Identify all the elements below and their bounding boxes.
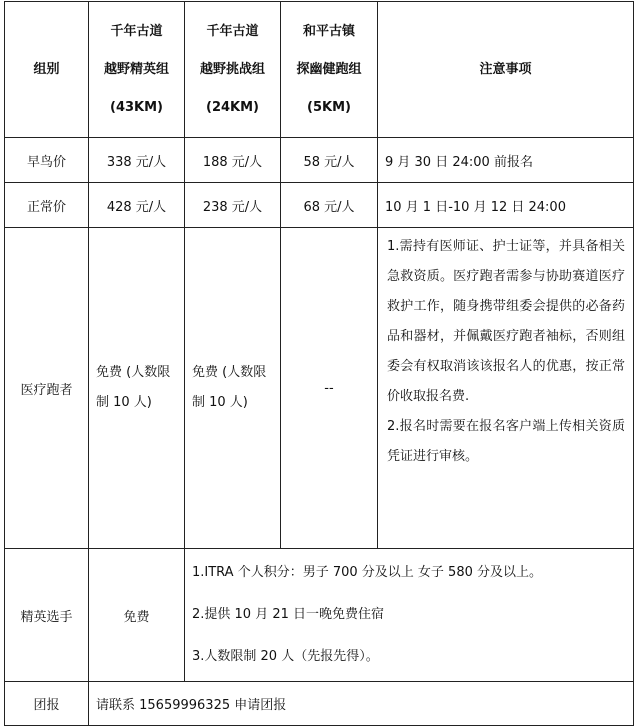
medical-note-2: 2.报名时需要在报名客户端上传相关资质凭证进行审核。 (387, 419, 625, 464)
group-registration-label: 团报 (5, 682, 89, 726)
medical-runner-notes (378, 228, 634, 549)
early-bird-price-43km: 338 元/人 (89, 138, 185, 183)
header-explore-5km: 和平古镇 探幽健跑组 (5KM) (281, 2, 378, 138)
medical-runner-row (5, 228, 634, 549)
early-bird-price-5km: 58 元/人 (281, 138, 378, 183)
medical-note-1: 1.需持有医师证、护士证等，并具备相关急救资质。医疗跑者需参与协助赛道医疗救护工作，随身携带组委会提供的必备药品和器材，并佩戴医疗跑者袖标，否则组委会有权取消该该报名人的优惠，按正常价收取报名费. (387, 239, 625, 404)
elite-runner-fee: 免费 (89, 549, 185, 682)
medical-runner-43km: 免费 (人数限 制 10 人) (89, 228, 185, 549)
regular-price-5km: 68 元/人 (281, 183, 378, 228)
regular-price-label: 正常价 (5, 183, 89, 228)
medical-runner-5km: -- (281, 228, 378, 549)
medical-runner-24km: 免费 (人数限 制 10 人) (185, 228, 281, 549)
early-bird-price-24km: 188 元/人 (185, 138, 281, 183)
header-challenge-24km: 千年古道 越野挑战组 (24KM) (185, 2, 281, 138)
header-notes: 注意事项 (378, 2, 634, 138)
elite-runner-row (5, 549, 634, 682)
header-group: 组别 (5, 2, 89, 138)
regular-price-row (5, 183, 634, 228)
regular-price-note: 10 月 1 日-10 月 12 日 24:00 (378, 183, 634, 228)
header-elite-43km: 千年古道 越野精英组 (43KM) (89, 2, 185, 138)
elite-runner-label: 精英选手 (5, 549, 89, 682)
early-bird-label: 早鸟价 (5, 138, 89, 183)
regular-price-43km: 428 元/人 (89, 183, 185, 228)
registration-fee-table (4, 1, 634, 726)
medical-runner-label: 医疗跑者 (5, 228, 89, 549)
group-registration-row (5, 682, 634, 726)
elite-runner-notes: 1.ITRA 个人积分：男子 700 分及以上 女子 580 分及以上。 2.提供 10 月 21 日一晚免费住宿 3.人数限制 20 人（先报先得）。 (185, 549, 634, 682)
early-bird-note: 9 月 30 日 24:00 前报名 (378, 138, 634, 183)
group-registration-contact: 请联系 15659996325 申请团报 (89, 682, 634, 726)
early-bird-row (5, 138, 634, 183)
regular-price-24km: 238 元/人 (185, 183, 281, 228)
header-row (5, 2, 634, 138)
